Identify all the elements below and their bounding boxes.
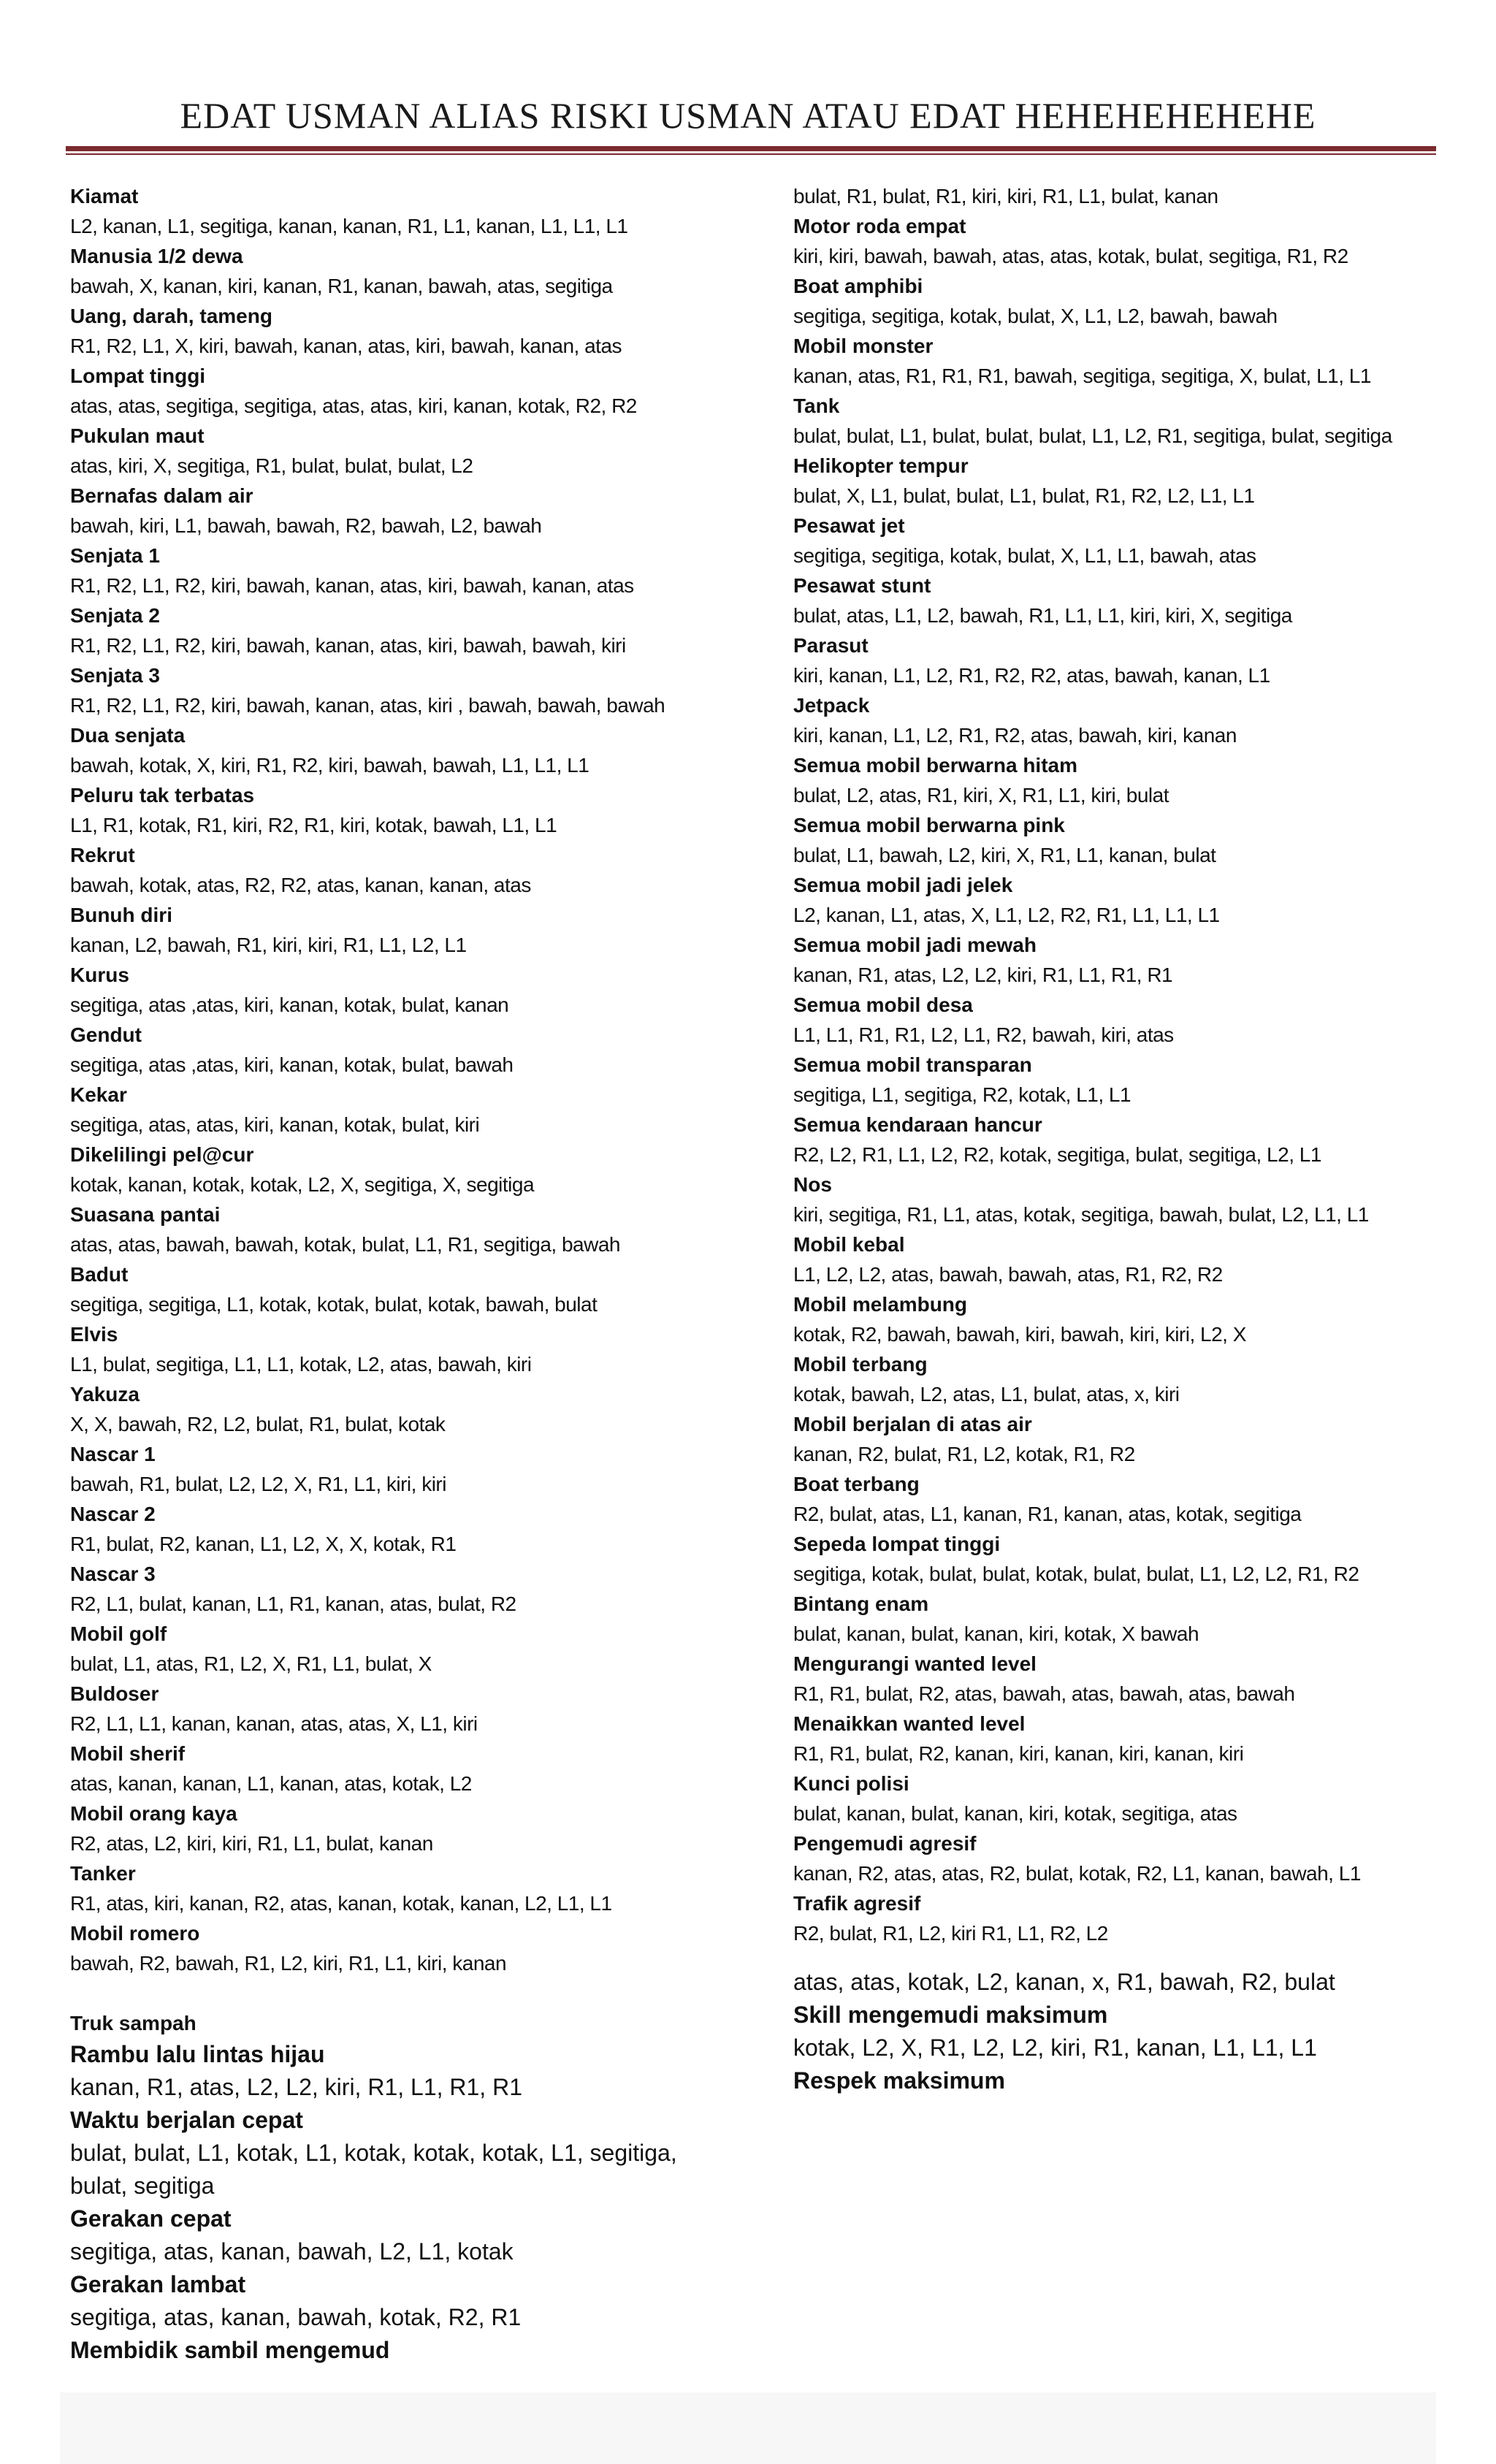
cheat-combo: segitiga, segitiga, kotak, bulat, X, L1, L2, bawah, bawah (793, 305, 1278, 327)
cheat-combo: R1, R1, bulat, R2, kanan, kiri, kanan, kiri, kanan, kiri (793, 1742, 1244, 1765)
cheat-title: Gendut (70, 1023, 142, 1046)
cheat-combo: kanan, atas, R1, R1, R1, bawah, segitiga, segitiga, X, bulat, L1, L1 (793, 365, 1371, 387)
cheat-title: Dua senjata (70, 724, 186, 747)
cheat-title: Semua mobil jadi jelek (793, 874, 1013, 896)
cheat-title: Senjata 1 (70, 544, 160, 567)
cheat-combo: kotak, R2, bawah, bawah, kiri, bawah, kiri, kiri, L2, X (793, 1323, 1246, 1346)
cheat-entry (793, 1709, 1451, 1769)
cheat-combo: R1, atas, kiri, kanan, R2, atas, kanan, kotak, kanan, L2, L1, L1 (70, 1892, 612, 1915)
cheat-entry (70, 1739, 728, 1799)
cheat-combo: atas, kanan, kanan, L1, kanan, atas, kotak, L2 (70, 1772, 472, 1795)
cheat-combo: L1, L1, R1, R1, L2, L1, R2, bawah, kiri, atas (793, 1023, 1174, 1046)
cheat-entry (793, 810, 1451, 870)
cheat-title: Gerakan lambat (70, 2271, 246, 2297)
cheat-title: Nascar 3 (70, 1563, 156, 1585)
cheat-title: Yakuza (70, 1383, 140, 1405)
cheat-entry (70, 840, 728, 900)
cheat-combo: L2, kanan, L1, segitiga, kanan, kanan, R1, L1, kanan, L1, L1, L1 (70, 215, 628, 237)
cheat-title: Kunci polisi (793, 1772, 909, 1795)
cheat-title: Jetpack (793, 694, 870, 717)
cheat-entry (793, 990, 1451, 1050)
cheat-title: Truk sampah (70, 2012, 196, 2034)
cheat-title: Waktu berjalan cepat (70, 2107, 303, 2133)
cheat-combo: segitiga, atas, kanan, bawah, L2, L1, kotak (70, 2238, 514, 2265)
cheat-entry (70, 1439, 728, 1499)
cheat-entry (793, 870, 1451, 930)
cheat-combo: bawah, X, kanan, kiri, kanan, R1, kanan, bawah, atas, segitiga (70, 275, 613, 297)
cheat-entry (70, 1080, 728, 1140)
cheat-combo: R1, R2, L1, R2, kiri, bawah, kanan, atas, kiri, bawah, kanan, atas (70, 574, 634, 597)
cheat-entry (793, 1999, 1451, 2064)
cheat-title: Suasana pantai (70, 1203, 221, 1226)
cheat-entry (793, 1769, 1451, 1828)
cheat-title: Bernafas dalam air (70, 484, 253, 507)
left-column (70, 181, 728, 2367)
cheat-combo-large: atas, atas, kotak, L2, kanan, x, R1, bawah, R2, bulat (793, 1969, 1335, 1995)
cheat-list-right (793, 211, 1451, 1948)
cheat-title: Semua mobil berwarna hitam (793, 754, 1077, 777)
cheat-entry (70, 1259, 728, 1319)
cheat-combo: R2, bulat, atas, L1, kanan, R1, kanan, atas, kotak, segitiga (793, 1503, 1302, 1525)
cheat-combo: segitiga, atas, kanan, bawah, kotak, R2, R1 (70, 2304, 522, 2330)
cheat-title: Mobil kebal (793, 1233, 905, 1256)
cheat-entry (793, 630, 1451, 690)
cheat-entry (70, 1020, 728, 1080)
cheat-entry (70, 960, 728, 1020)
cheat-title: Semua mobil berwarna pink (793, 814, 1065, 836)
cheat-entry (793, 391, 1451, 451)
cheat-entry (70, 1140, 728, 1199)
cheat-entry (70, 2202, 728, 2268)
cheat-combo: kanan, R1, atas, L2, L2, kiri, R1, L1, R1, R1 (793, 964, 1173, 986)
cheat-entry (793, 331, 1451, 391)
cheat-entry (70, 241, 728, 301)
cheat-combo: R2, L2, R1, L1, L2, R2, kotak, segitiga, bulat, segitiga, L2, L1 (793, 1143, 1321, 1166)
cheat-title: Mengurangi wanted level (793, 1652, 1037, 1675)
cheat-entry (70, 600, 728, 660)
cheat-combo: segitiga, L1, segitiga, R2, kotak, L1, L1 (793, 1083, 1131, 1106)
cheat-title: Menaikkan wanted level (793, 1712, 1026, 1735)
cheat-combo: segitiga, segitiga, L1, kotak, kotak, bulat, kotak, bawah, bulat (70, 1293, 598, 1316)
cheat-title: Rambu lalu lintas hijau (70, 2041, 325, 2067)
cheat-title: Lompat tinggi (70, 365, 206, 387)
cheat-title: Tank (793, 394, 840, 417)
cheat-title: Mobil berjalan di atas air (793, 1413, 1032, 1435)
cheat-entry (793, 1289, 1451, 1349)
cheat-combo: kiri, kanan, L1, L2, R1, R2, atas, bawah, kiri, kanan (793, 724, 1237, 747)
cheat-entry (70, 2334, 728, 2367)
cheat-title: Nos (793, 1173, 832, 1196)
cheat-entry (70, 1918, 728, 1978)
cheat-combo: segitiga, atas ,atas, kiri, kanan, kotak, bulat, kanan (70, 993, 509, 1016)
cheat-combo: bulat, R1, bulat, R1, kiri, kiri, R1, L1, bulat, kanan (793, 185, 1218, 207)
cheat-title: Mobil terbang (793, 1353, 928, 1376)
title-divider-thin (66, 153, 1436, 155)
cheat-title: Bintang enam (793, 1593, 929, 1615)
cheat-entry (70, 660, 728, 720)
cheat-entry (70, 2038, 728, 2104)
cheat-combo: R1, R2, L1, X, kiri, bawah, kanan, atas, kiri, bawah, kanan, atas (70, 335, 622, 357)
page-bottom-margin (60, 2392, 1436, 2464)
cheat-title: Pengemudi agresif (793, 1832, 977, 1855)
cheat-entry (70, 1619, 728, 1679)
cheat-entry (793, 1349, 1451, 1409)
page-title: EDAT USMAN ALIAS RISKI USMAN ATAU EDAT HEHEHEHEHEHE (180, 95, 1316, 136)
cheat-title: Respek maksimum (793, 2067, 1005, 2094)
cheat-combo: bulat, L2, atas, R1, kiri, X, R1, L1, kiri, bulat (793, 784, 1169, 806)
cheat-title: Uang, darah, tameng (70, 305, 272, 327)
cheat-combo: segitiga, atas, atas, kiri, kanan, kotak, bulat, kiri (70, 1113, 480, 1136)
cheat-entry (793, 2064, 1451, 2097)
cheat-combo: bawah, kotak, X, kiri, R1, R2, kiri, bawah, bawah, L1, L1, L1 (70, 754, 589, 777)
cheat-title: Semua kendaraan hancur (793, 1113, 1042, 1136)
cheat-entry (793, 511, 1451, 571)
cheat-title: Kekar (70, 1083, 127, 1106)
cheat-title: Mobil monster (793, 335, 934, 357)
cheat-title: Pesawat stunt (793, 574, 931, 597)
cheat-combo: kiri, kanan, L1, L2, R1, R2, R2, atas, bawah, kanan, L1 (793, 664, 1270, 687)
cheat-title: Senjata 2 (70, 604, 160, 627)
cheat-title: Kiamat (70, 185, 139, 207)
cheat-title: Nascar 2 (70, 1503, 156, 1525)
cheat-entry (70, 541, 728, 600)
cheat-title: Mobil golf (70, 1622, 167, 1645)
cheat-title: Elvis (70, 1323, 118, 1346)
cheat-combo: R1, R2, L1, R2, kiri, bawah, kanan, atas, kiri, bawah, bawah, kiri (70, 634, 626, 657)
cheat-combo: bulat, kanan, bulat, kanan, kiri, kotak, X bawah (793, 1622, 1199, 1645)
cheat-list-left (70, 181, 728, 1978)
cheat-combo: segitiga, segitiga, kotak, bulat, X, L1, L1, bawah, atas (793, 544, 1256, 567)
cheat-combo: bulat, kanan, bulat, kanan, kiri, kotak, segitiga, atas (793, 1802, 1237, 1825)
right-column (793, 181, 1451, 2097)
cheat-combo: bawah, R2, bawah, R1, L2, kiri, R1, L1, kiri, kanan (70, 1952, 507, 1975)
cheat-title: Manusia 1/2 dewa (70, 245, 243, 267)
cheat-title: Semua mobil jadi mewah (793, 934, 1037, 956)
title-divider (66, 146, 1436, 151)
cheat-combo: kotak, L2, X, R1, L2, L2, kiri, R1, kanan, L1, L1, L1 (793, 2034, 1317, 2061)
cheat-combo: bawah, kotak, atas, R2, R2, atas, kanan, kanan, atas (70, 874, 531, 896)
cheat-title: Mobil romero (70, 1922, 200, 1945)
cheat-entry (70, 720, 728, 780)
cheat-combo: L2, kanan, L1, atas, X, L1, L2, R2, R1, L1, L1, L1 (793, 904, 1220, 926)
cheat-entry (793, 451, 1451, 511)
cheat-entry (793, 1828, 1451, 1888)
cheat-combo: bulat, bulat, L1, kotak, L1, kotak, kotak, kotak, L1, segitiga, bulat, segitiga (70, 2140, 677, 2199)
cheat-entry (793, 750, 1451, 810)
cheat-combo: kanan, R1, atas, L2, L2, kiri, R1, L1, R1, R1 (70, 2074, 522, 2100)
cheat-combo: kotak, bawah, L2, atas, L1, bulat, atas, x, kiri (793, 1383, 1180, 1405)
cheat-entry (793, 1229, 1451, 1289)
cheat-title: Boat amphibi (793, 275, 923, 297)
cheat-entry (793, 1888, 1451, 1948)
cheat-entry (70, 1679, 728, 1739)
cheat-combo: kanan, R2, atas, atas, R2, bulat, kotak, R2, L1, kanan, bawah, L1 (793, 1862, 1361, 1885)
cheat-entry (793, 1050, 1451, 1110)
cheat-title: Kurus (70, 964, 129, 986)
cheat-title: Bunuh diri (70, 904, 172, 926)
cheat-combo: L1, R1, kotak, R1, kiri, R2, R1, kiri, kotak, bawah, L1, L1 (70, 814, 557, 836)
cheat-list-left-large (70, 2038, 728, 2367)
cheat-combo: X, X, bawah, R2, L2, bulat, R1, bulat, kotak (70, 1413, 446, 1435)
cheat-entry (70, 900, 728, 960)
cheat-combo: R2, L1, L1, kanan, kanan, atas, atas, X, L1, kiri (70, 1712, 478, 1735)
cheat-entry (793, 690, 1451, 750)
cheat-combo: segitiga, kotak, bulat, bulat, kotak, bulat, bulat, L1, L2, L2, R1, R2 (793, 1563, 1359, 1585)
cheat-title: Motor roda empat (793, 215, 966, 237)
cheat-combo: R1, R1, bulat, R2, atas, bawah, atas, bawah, atas, bawah (793, 1682, 1295, 1705)
cheat-combo: bulat, L1, atas, R1, L2, X, R1, L1, bulat, X (70, 1652, 432, 1675)
cheat-entry (793, 1469, 1451, 1529)
cheat-title: Buldoser (70, 1682, 159, 1705)
cheat-entry (793, 1589, 1451, 1649)
cheat-entry (793, 571, 1451, 630)
cheat-entry (793, 211, 1451, 271)
cheat-title: Parasut (793, 634, 869, 657)
cheat-combo: kiri, kiri, bawah, bawah, atas, atas, kotak, bulat, segitiga, R1, R2 (793, 245, 1348, 267)
cheat-combo: atas, kiri, X, segitiga, R1, bulat, bulat, bulat, L2 (70, 454, 473, 477)
cheat-title: Peluru tak terbatas (70, 784, 255, 806)
cheat-entry (70, 1858, 728, 1918)
cheat-title: Dikelilingi pel@cur (70, 1143, 254, 1166)
cheat-combo: R2, L1, bulat, kanan, L1, R1, kanan, atas, bulat, R2 (70, 1593, 516, 1615)
cheat-entry (70, 361, 728, 421)
spacer (70, 1978, 728, 2008)
cheat-entry (70, 1199, 728, 1259)
cheat-title: Mobil melambung (793, 1293, 967, 1316)
cheat-title: Semua mobil transparan (793, 1053, 1032, 1076)
cheat-entry (70, 1319, 728, 1379)
cheat-combo: bulat, atas, L1, L2, bawah, R1, L1, L1, kiri, kiri, X, segitiga (793, 604, 1292, 627)
cheat-entry (793, 1409, 1451, 1469)
cheat-entry (793, 1529, 1451, 1589)
cheat-entry (70, 2268, 728, 2334)
cheat-entry (793, 1649, 1451, 1709)
cheat-entry (70, 780, 728, 840)
cheat-combo: atas, atas, bawah, bawah, kotak, bulat, L1, R1, segitiga, bawah (70, 1233, 620, 1256)
cheat-combo: bulat, L1, bawah, L2, kiri, X, R1, L1, kanan, bulat (793, 844, 1216, 866)
cheat-combo: kiri, segitiga, R1, L1, atas, kotak, segitiga, bawah, bulat, L2, L1, L1 (793, 1203, 1369, 1226)
cheat-combo: bawah, R1, bulat, L2, L2, X, R1, L1, kiri, kiri (70, 1473, 446, 1495)
cheat-entry (70, 181, 728, 241)
cheat-title: Membidik sambil mengemud (70, 2337, 390, 2363)
cheat-list-right-large (793, 1999, 1451, 2097)
cheat-title: Gerakan cepat (70, 2205, 232, 2232)
cheat-entry (793, 271, 1451, 331)
cheat-combo: kotak, kanan, kotak, kotak, L2, X, segitiga, X, segitiga (70, 1173, 535, 1196)
cheat-entry (793, 1170, 1451, 1229)
cheat-entry (70, 421, 728, 481)
cheat-combo: R2, bulat, R1, L2, kiri R1, L1, R2, L2 (793, 1922, 1108, 1945)
cheat-combo: R2, atas, L2, kiri, kiri, R1, L1, bulat, kanan (70, 1832, 433, 1855)
cheat-combo: R1, bulat, R2, kanan, L1, L2, X, X, kotak, R1 (70, 1533, 457, 1555)
cheat-title: Sepeda lompat tinggi (793, 1533, 1001, 1555)
cheat-combo: bulat, X, L1, bulat, bulat, L1, bulat, R1, R2, L2, L1, L1 (793, 484, 1255, 507)
cheat-title: Badut (70, 1263, 129, 1286)
cheat-combo: bawah, kiri, L1, bawah, bawah, R2, bawah, L2, bawah (70, 514, 542, 537)
cheat-combo: atas, atas, segitiga, segitiga, atas, atas, kiri, kanan, kotak, R2, R2 (70, 394, 637, 417)
cheat-title: Trafik agresif (793, 1892, 921, 1915)
cheat-entry (70, 1379, 728, 1439)
cheat-combo: R1, R2, L1, R2, kiri, bawah, kanan, atas, kiri , bawah, bawah, bawah (70, 694, 665, 717)
cheat-title: Pukulan maut (70, 424, 205, 447)
cheat-title: Nascar 1 (70, 1443, 156, 1465)
cheat-combo: kanan, R2, bulat, R1, L2, kotak, R1, R2 (793, 1443, 1135, 1465)
cheat-combo: L1, L2, L2, atas, bawah, bawah, atas, R1, R2, R2 (793, 1263, 1223, 1286)
cheat-title: Mobil sherif (70, 1742, 186, 1765)
cheat-title: Helikopter tempur (793, 454, 969, 477)
cheat-entry (793, 1110, 1451, 1170)
cheat-combo: segitiga, atas ,atas, kiri, kanan, kotak, bulat, bawah (70, 1053, 514, 1076)
cheat-title: Rekrut (70, 844, 135, 866)
cheat-title: Skill mengemudi maksimum (793, 2002, 1108, 2028)
cheat-combo: kanan, L2, bawah, R1, kiri, kiri, R1, L1, L2, L1 (70, 934, 467, 956)
cheat-title: Semua mobil desa (793, 993, 973, 1016)
cheat-entry (70, 1499, 728, 1559)
cheat-entry (70, 2104, 728, 2202)
cheat-entry (70, 1559, 728, 1619)
cheat-title: Senjata 3 (70, 664, 160, 687)
cheat-title: Pesawat jet (793, 514, 905, 537)
cheat-entry (793, 930, 1451, 990)
cheat-entry (70, 1799, 728, 1858)
cheat-entry (70, 301, 728, 361)
cheat-combo: L1, bulat, segitiga, L1, L1, kotak, L2, atas, bawah, kiri (70, 1353, 532, 1376)
cheat-title: Mobil orang kaya (70, 1802, 237, 1825)
cheat-title: Tanker (70, 1862, 136, 1885)
cheat-title: Boat terbang (793, 1473, 920, 1495)
cheat-entry (70, 481, 728, 541)
cheat-combo: bulat, bulat, L1, bulat, bulat, bulat, L1, L2, R1, segitiga, bulat, segitiga (793, 424, 1392, 447)
